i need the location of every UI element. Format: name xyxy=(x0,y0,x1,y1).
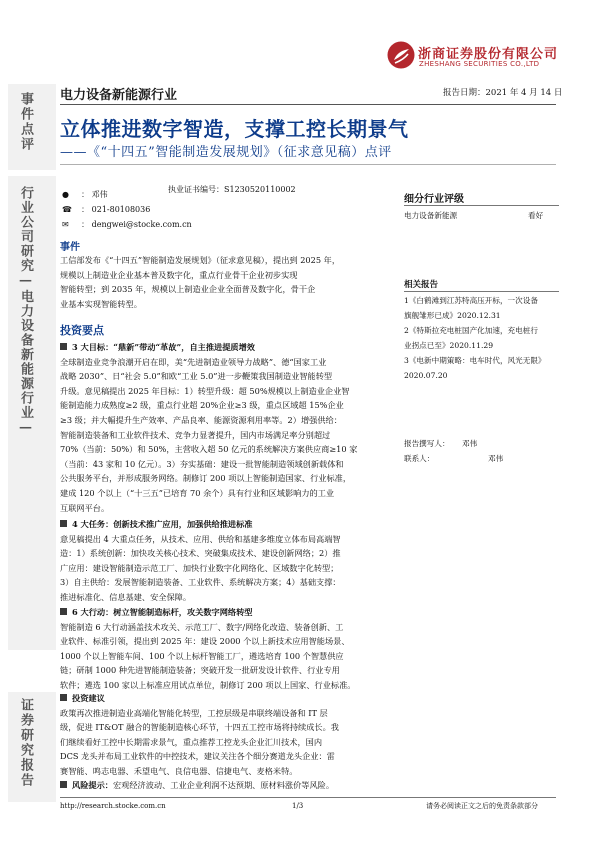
point-line: 造：1）系统创新：加快攻关核心技术、突破集成技术、建设创新网络；2）推 xyxy=(60,548,341,559)
point-line: 业软件、标准引领，提出到 2025 年：建设 2000 个以上新技术应用智能场景、 xyxy=(60,636,350,647)
footer-url[interactable]: http://research.stocke.com.cn xyxy=(60,802,166,810)
related-list xyxy=(404,293,564,383)
point-4 xyxy=(60,691,400,779)
related-item: 业拐点已至》2020.11.29 xyxy=(404,341,494,350)
point-line: DCS 龙头并布局工业软件的中控技术，建议关注各个细分赛道龙头企业：雷 xyxy=(60,751,335,762)
risk-note xyxy=(60,778,420,793)
point-1 xyxy=(60,340,400,515)
event-line: 工信部发布《“十四五”智能制造发展规划》（征求意见稿），提出到 2025 年， xyxy=(60,255,341,265)
contact-name: 邓伟 xyxy=(488,454,504,463)
point-line: 级，促进 IT&OT 融合的智能制造核心环节，十四五工控市场将持续成长。我 xyxy=(60,722,339,733)
point-line: 赛智能、鸣志电器、禾望电气、良信电器、信捷电气、麦格米特。 xyxy=(60,765,298,776)
point-4-body xyxy=(60,706,400,779)
event-body xyxy=(60,253,400,311)
point-line: ≥3 级；并大幅提升生产效率、产品良率、能源资源利用率等。2）增强供给： xyxy=(60,414,342,425)
sidebar-doc-type: 证券研究报告 xyxy=(18,698,33,788)
point-line: 广应用：建设智能制造示范工厂、加快行业数字化网络化、区域数字化转型； xyxy=(60,562,339,573)
related-item: 3《电新中期策略：电车时代，风光无限》 xyxy=(404,356,546,365)
bullet-square-icon xyxy=(60,694,67,701)
related-divider xyxy=(404,291,559,292)
logo-mark-icon xyxy=(386,40,416,70)
point-2-body xyxy=(60,532,400,605)
point-line: 链；研制 1000 种先进智能制造装备；突破开发一批研发设计软件、行业专用 xyxy=(60,665,340,676)
analyst-cert: 执业证书编号：S1230520110002 xyxy=(168,185,296,194)
point-line: （当前：43 家和 10 亿元）。3）夯实基础：建设一批智能制造领域创新载体和 xyxy=(60,458,344,469)
author-label: 报告撰写人： xyxy=(404,439,450,448)
risk-label: 风险提示： xyxy=(72,780,113,790)
point-line: 全球制造业竞争浪潮开启在即，美“先进制造业领导力战略”、德“国家工业 xyxy=(60,356,327,367)
title-divider xyxy=(60,164,556,165)
point-2-title: 4 大任务：创新技术推广应用，加强供给推进标准 xyxy=(72,519,253,529)
point-3-heading xyxy=(60,605,400,620)
point-line: 推进标准化、信息基建、安全保障。 xyxy=(60,591,192,602)
point-4-title: 投资建议 xyxy=(72,693,105,703)
analyst-phone: ： 021-80108036 xyxy=(81,205,151,214)
point-line: 们继续看好工控中长期需求景气，重点推荐工控龙头企业汇川技术，国内 xyxy=(60,736,323,747)
related-title: 相关报告 xyxy=(404,280,439,290)
email-row xyxy=(62,212,192,227)
point-1-body xyxy=(60,355,400,516)
event-line: 业基本实现智能转型。 xyxy=(60,298,142,309)
point-1-heading xyxy=(60,340,400,355)
point-line: 能制造能力成熟度≥2 级，重点行业超 20%企业≥3 级，重点区域超 15%企业 xyxy=(60,400,344,411)
company-logo xyxy=(386,40,416,70)
point-line: 升级。意见稿提出 2025 年目标：1）转型升级：超 50%规模以上制造业企业智 xyxy=(60,385,350,396)
rating-sector: 电力设备新能源 xyxy=(404,211,458,220)
person-icon: ● xyxy=(62,190,69,199)
bullet-square-icon xyxy=(60,343,67,350)
bullet-square-icon xyxy=(60,520,67,527)
footer-disclaimer: 请务必阅读正文之后的免责条款部分 xyxy=(426,802,538,810)
point-3 xyxy=(60,605,400,693)
footer-divider xyxy=(60,797,556,798)
rating-value: 看好 xyxy=(528,211,544,220)
point-1-title: 3 大目标：“鼎新”带动“革故”，自主推进提质增效 xyxy=(72,342,255,352)
point-2 xyxy=(60,517,400,605)
related-item: 2020.07.20 xyxy=(404,371,448,380)
points-heading: 投资要点 xyxy=(60,324,104,337)
point-line: 智能制造 6 大行动涵盖技术攻关、示范工厂、数字/网络化改造、装备创新、工 xyxy=(60,621,344,632)
point-line: 软件；遴选 100 家以上标准应用试点单位，制修订 200 项以上国家、行业标准。 xyxy=(60,679,356,690)
sidebar-category: 行业公司研究—电力设备新能源行业— xyxy=(18,186,33,437)
company-name-cn: 浙商证券股份有限公司 xyxy=(418,47,559,62)
point-line: 1000 个以上智能车间、100 个以上标杆智能工厂，遴选培育 100 个智慧供应 xyxy=(60,650,344,661)
point-3-title: 6 大行动：树立智能制造标杆，攻关数字网络转型 xyxy=(72,607,253,617)
point-2-heading xyxy=(60,517,400,532)
point-line: 互联网平台。 xyxy=(60,502,110,513)
bullet-square-icon xyxy=(60,608,67,615)
point-3-body xyxy=(60,620,400,693)
analyst-row xyxy=(62,182,296,199)
event-line: 规模以上制造业企业基本普及数字化，重点行业骨干企业初步实现 xyxy=(60,269,298,280)
risk-text: 宏观经济波动、工业企业利润不达预期、原材料涨价等风险。 xyxy=(112,780,335,790)
point-line: 70%（当前：50%）和 50%，主营收入超 50 亿元的系统解决方案供应商≥10 家 xyxy=(60,444,358,455)
point-line: 建成 120 个以上（“十三五”已培育 70 余个）具有行业和区域影响力的工业 xyxy=(60,487,335,498)
phone-row xyxy=(62,197,192,212)
related-item: 1《白鹤滩到江苏特高压开标，一次设备 xyxy=(404,296,538,305)
point-line: 3）自主供给：发展智能制造装备、工业软件、系统解决方案；4）基础支撑： xyxy=(60,577,341,588)
related-item: 2《特斯拉充电桩国产化加速，充电桩行 xyxy=(404,326,538,335)
point-line: 意见稿提出 4 大重点任务，从技术、应用、供给和基建多维度立体布局高端智 xyxy=(60,533,341,544)
analyst-email: ： dengwei@stocke.com.cn xyxy=(81,220,192,229)
report-title: 立体推进数字智造，支撑工控长期景气 xyxy=(60,117,409,141)
related-item: 旗舰雏形已成》2020.12.31 xyxy=(404,311,501,320)
bullet-square-icon xyxy=(60,781,67,788)
point-line: 公共服务平台，并形成服务网络。制修订 200 项以上智能制造国家、行业标准， xyxy=(60,473,352,484)
event-heading: 事件 xyxy=(60,242,80,253)
point-4-heading xyxy=(60,691,400,706)
page-number: 1/3 xyxy=(292,802,304,810)
point-line: 政策再次推进制造业高端化智能化转型，工控层级是串联终端设备和 IT 层 xyxy=(60,707,328,718)
point-line: 智能制造装备和工业软件技术、竞争力显著提升，国内市场满足率分别超过 xyxy=(60,429,331,440)
phone-icon: ☎ xyxy=(62,205,72,214)
rating-title: 细分行业评级 xyxy=(404,194,464,205)
analyst-name: ： 邓伟 xyxy=(81,190,108,199)
point-line: 战略 2030”、日“社会 5.0”和欧“工业 5.0”进一步鞭策我国制造业智能转型 xyxy=(60,371,333,382)
rating-divider xyxy=(404,205,559,206)
company-name-en: ZHESHANG SECURITIES CO.,LTD xyxy=(419,60,540,68)
header-divider xyxy=(60,104,556,105)
contact-label: 联系人： xyxy=(404,454,435,463)
event-line: 智能转型；到 2035 年，规模以上制造业企业全面普及数字化，骨干企 xyxy=(60,284,316,295)
email-icon: ✉ xyxy=(62,220,69,229)
author-name: 邓伟 xyxy=(462,439,478,448)
report-date: 报告日期：2021 年 4 月 14 日 xyxy=(443,88,563,98)
analyst-block xyxy=(62,182,296,229)
report-subtitle: ——《“十四五”智能制造发展规划》（征求意见稿）点评 xyxy=(60,145,392,160)
industry-name: 电力设备新能源行业 xyxy=(60,88,178,103)
sidebar-report-type: 事件点评 xyxy=(18,92,33,152)
